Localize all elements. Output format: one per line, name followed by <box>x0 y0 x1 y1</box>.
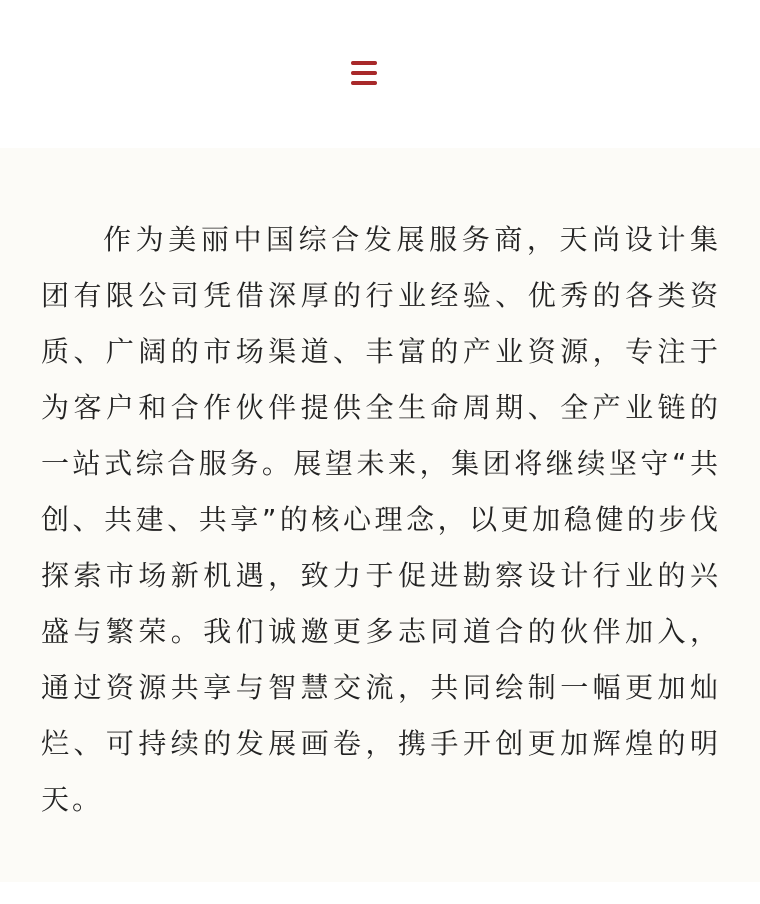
content-section <box>0 148 760 882</box>
menu-icon-bar-top <box>351 61 377 65</box>
menu-icon-bar-middle <box>351 71 377 75</box>
menu-icon[interactable] <box>351 61 377 87</box>
menu-icon-bar-bottom <box>351 81 377 85</box>
header <box>0 0 760 148</box>
intro-paragraph: 作为美丽中国综合发展服务商，天尚设计集团有限公司凭借深厚的行业经验、优秀的各类资质、广阔的市场渠道、丰富的产业资源，专注于为客户和合作伙伴提供全生命周期、全产业链的一站式综合服务。展望未来，集团将继续坚守“共创、共建、共享”的核心理念，以更加稳健的步伐探索市场新机遇，致力于促进勘察设计行业的兴盛与繁荣。我们诚邀更多志同道合的伙伴加入，通过资源共享与智慧交流，共同绘制一幅更加灿烂、可持续的发展画卷，携手开创更加辉煌的明天。 <box>41 223 721 816</box>
